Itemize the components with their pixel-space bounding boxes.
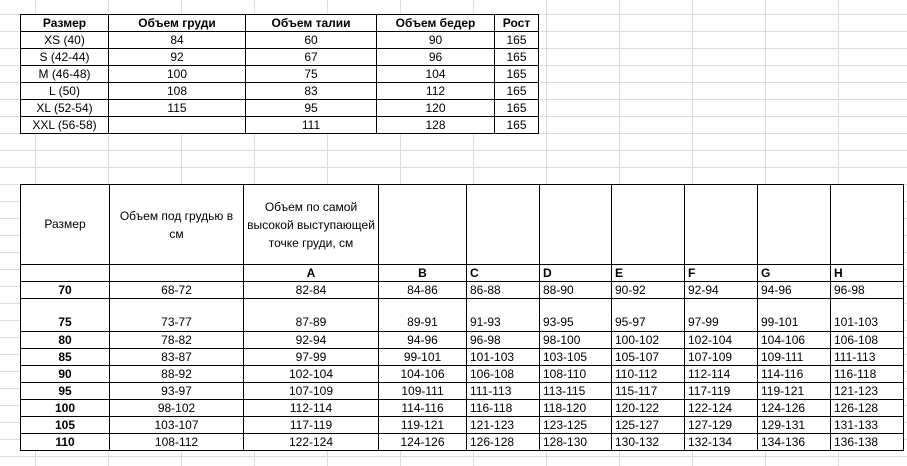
table-cell[interactable]: 165 <box>495 66 539 83</box>
bra-size-row <box>21 383 904 400</box>
size-chart-row <box>21 32 539 49</box>
cup-range-cell[interactable]: 119-121 <box>379 417 467 434</box>
table-cell[interactable]: XL (52-54) <box>21 100 109 117</box>
cup-range-cell[interactable]: 95-97 <box>612 299 685 332</box>
cup-range-cell[interactable]: 117-119 <box>685 383 758 400</box>
cup-range-cell[interactable]: 98-100 <box>540 332 612 349</box>
empty-cell[interactable] <box>831 185 904 265</box>
band-size-cell[interactable]: 110 <box>21 434 110 451</box>
size-chart-row <box>21 100 539 117</box>
underbust-cell[interactable]: 88-92 <box>110 366 244 383</box>
table-cell[interactable]: 112 <box>377 83 495 100</box>
band-size-cell[interactable]: 90 <box>21 366 110 383</box>
table-cell[interactable]: 84 <box>109 32 246 49</box>
cup-range-cell[interactable]: 107-109 <box>685 349 758 366</box>
cup-range-cell[interactable]: 94-96 <box>379 332 467 349</box>
cup-g-label[interactable]: G <box>758 265 831 282</box>
table-cell[interactable] <box>109 117 246 134</box>
cup-range-cell[interactable]: 91-93 <box>467 299 540 332</box>
table-cell[interactable]: 90 <box>377 32 495 49</box>
cup-range-cell[interactable]: 97-99 <box>244 349 379 366</box>
table-cell[interactable]: XXL (56-58) <box>21 117 109 134</box>
cup-range-cell[interactable]: 121-123 <box>831 383 904 400</box>
table-cell[interactable]: L (50) <box>21 83 109 100</box>
band-size-cell[interactable]: 70 <box>21 282 110 299</box>
cup-range-cell[interactable]: 132-134 <box>685 434 758 451</box>
empty-cell[interactable] <box>21 265 110 282</box>
header-underbust[interactable]: Объем под грудью в см <box>110 185 244 265</box>
table-cell[interactable]: 108 <box>109 83 246 100</box>
cup-range-cell[interactable]: 82-84 <box>244 282 379 299</box>
bra-size-row <box>21 434 904 451</box>
table-cell[interactable]: 165 <box>495 83 539 100</box>
cup-range-cell[interactable]: 117-119 <box>244 417 379 434</box>
empty-cell[interactable] <box>379 185 467 265</box>
cup-range-cell[interactable]: 127-129 <box>685 417 758 434</box>
bra-size-row <box>21 400 904 417</box>
table-cell[interactable]: 115 <box>109 100 246 117</box>
cup-range-cell[interactable]: 115-117 <box>612 383 685 400</box>
empty-cell[interactable] <box>467 185 540 265</box>
bra-size-row <box>21 417 904 434</box>
cup-range-cell[interactable]: 102-104 <box>685 332 758 349</box>
cup-range-cell[interactable]: 112-114 <box>244 400 379 417</box>
cup-range-cell[interactable]: 106-108 <box>467 366 540 383</box>
size-chart-row <box>21 83 539 100</box>
cup-range-cell[interactable]: 84-86 <box>379 282 467 299</box>
cup-range-cell[interactable]: 109-111 <box>379 383 467 400</box>
bra-size-row <box>21 282 904 299</box>
cup-range-cell[interactable]: 130-132 <box>612 434 685 451</box>
cup-range-cell[interactable]: 124-126 <box>379 434 467 451</box>
table-cell[interactable]: 67 <box>246 49 377 66</box>
cup-h-label[interactable]: H <box>831 265 904 282</box>
cup-range-cell[interactable]: 123-125 <box>540 417 612 434</box>
cup-range-cell[interactable]: 110-112 <box>612 366 685 383</box>
cup-range-cell[interactable]: 128-130 <box>540 434 612 451</box>
cup-range-cell[interactable]: 124-126 <box>758 400 831 417</box>
size-chart-row <box>21 117 539 134</box>
cup-range-cell[interactable]: 103-105 <box>540 349 612 366</box>
band-size-cell[interactable]: 105 <box>21 417 110 434</box>
cup-range-cell[interactable]: 104-106 <box>758 332 831 349</box>
header-cell[interactable]: Рост <box>495 15 539 32</box>
cup-e-label[interactable]: E <box>612 265 685 282</box>
header-cell[interactable]: Объем бедер <box>377 15 495 32</box>
cup-range-cell[interactable]: 90-92 <box>612 282 685 299</box>
underbust-cell[interactable]: 103-107 <box>110 417 244 434</box>
cup-range-cell[interactable]: 118-120 <box>540 400 612 417</box>
cup-c-label[interactable]: C <box>467 265 540 282</box>
empty-cell[interactable] <box>612 185 685 265</box>
cup-range-cell[interactable]: 122-124 <box>244 434 379 451</box>
empty-cell[interactable] <box>685 185 758 265</box>
cup-range-cell[interactable]: 126-128 <box>831 400 904 417</box>
cup-range-cell[interactable]: 111-113 <box>467 383 540 400</box>
bra-size-row <box>21 349 904 366</box>
size-chart-header-row <box>21 15 539 32</box>
table-cell[interactable]: 60 <box>246 32 377 49</box>
band-size-cell[interactable]: 75 <box>21 299 110 332</box>
cup-range-cell[interactable]: 105-107 <box>612 349 685 366</box>
cup-range-cell[interactable]: 92-94 <box>685 282 758 299</box>
cup-range-cell[interactable]: 102-104 <box>244 366 379 383</box>
underbust-cell[interactable]: 78-82 <box>110 332 244 349</box>
cup-range-cell[interactable]: 116-118 <box>831 366 904 383</box>
table-cell[interactable]: 104 <box>377 66 495 83</box>
cup-range-cell[interactable]: 120-122 <box>612 400 685 417</box>
table-cell[interactable]: 83 <box>246 83 377 100</box>
underbust-cell[interactable]: 93-97 <box>110 383 244 400</box>
underbust-cell[interactable]: 83-87 <box>110 349 244 366</box>
cup-range-cell[interactable]: 121-123 <box>467 417 540 434</box>
cup-range-cell[interactable]: 134-136 <box>758 434 831 451</box>
cup-range-cell[interactable]: 126-128 <box>467 434 540 451</box>
table-cell[interactable]: 120 <box>377 100 495 117</box>
cup-range-cell[interactable]: 99-101 <box>758 299 831 332</box>
cup-range-cell[interactable]: 131-133 <box>831 417 904 434</box>
cup-range-cell[interactable]: 113-115 <box>540 383 612 400</box>
table-cell[interactable]: S (42-44) <box>21 49 109 66</box>
cup-range-cell[interactable]: 114-116 <box>758 366 831 383</box>
cup-range-cell[interactable]: 122-124 <box>685 400 758 417</box>
table-cell[interactable]: 95 <box>246 100 377 117</box>
bra-size-table <box>20 184 904 451</box>
table-cell[interactable]: M (46-48) <box>21 66 109 83</box>
header-size[interactable]: Размер <box>21 185 110 265</box>
cup-range-cell[interactable]: 99-101 <box>379 349 467 366</box>
table-cell[interactable]: XS (40) <box>21 32 109 49</box>
cup-range-cell[interactable]: 89-91 <box>379 299 467 332</box>
cup-range-cell[interactable]: 116-118 <box>467 400 540 417</box>
table-cell[interactable]: 111 <box>246 117 377 134</box>
cup-range-cell[interactable]: 94-96 <box>758 282 831 299</box>
table-cell[interactable]: 165 <box>495 32 539 49</box>
cup-range-cell[interactable]: 96-98 <box>467 332 540 349</box>
header-bust[interactable]: Объем по самой высокой выступающей точке груди, см <box>244 185 379 265</box>
cup-range-cell[interactable]: 104-106 <box>379 366 467 383</box>
empty-cell[interactable] <box>540 185 612 265</box>
underbust-cell[interactable]: 108-112 <box>110 434 244 451</box>
band-size-cell[interactable]: 100 <box>21 400 110 417</box>
cup-header-row <box>21 265 904 282</box>
table-cell[interactable]: 165 <box>495 117 539 134</box>
underbust-cell[interactable]: 68-72 <box>110 282 244 299</box>
empty-cell[interactable] <box>758 185 831 265</box>
cup-range-cell[interactable]: 97-99 <box>685 299 758 332</box>
cup-a-label[interactable]: A <box>244 265 379 282</box>
table-cell[interactable]: 165 <box>495 49 539 66</box>
cup-range-cell[interactable]: 100-102 <box>612 332 685 349</box>
underbust-cell[interactable]: 98-102 <box>110 400 244 417</box>
cup-range-cell[interactable]: 108-110 <box>540 366 612 383</box>
cup-range-cell[interactable]: 101-103 <box>831 299 904 332</box>
cup-range-cell[interactable]: 129-131 <box>758 417 831 434</box>
cup-b-label[interactable]: B <box>379 265 467 282</box>
size-chart-table <box>20 14 539 134</box>
table-cell[interactable]: 75 <box>246 66 377 83</box>
header-cell[interactable]: Объем талии <box>246 15 377 32</box>
bra-size-row <box>21 299 904 332</box>
cup-range-cell[interactable]: 112-114 <box>685 366 758 383</box>
cup-range-cell[interactable]: 92-94 <box>244 332 379 349</box>
cup-d-label[interactable]: D <box>540 265 612 282</box>
band-size-cell[interactable]: 95 <box>21 383 110 400</box>
band-size-cell[interactable]: 80 <box>21 332 110 349</box>
cup-range-cell[interactable]: 136-138 <box>831 434 904 451</box>
cup-range-cell[interactable]: 86-88 <box>467 282 540 299</box>
cup-f-label[interactable]: F <box>685 265 758 282</box>
table-cell[interactable]: 92 <box>109 49 246 66</box>
cup-range-cell[interactable]: 87-89 <box>244 299 379 332</box>
table-cell[interactable]: 100 <box>109 66 246 83</box>
cup-range-cell[interactable]: 107-109 <box>244 383 379 400</box>
cup-range-cell[interactable]: 88-90 <box>540 282 612 299</box>
cup-range-cell[interactable]: 101-103 <box>467 349 540 366</box>
table-cell[interactable]: 96 <box>377 49 495 66</box>
cup-range-cell[interactable]: 106-108 <box>831 332 904 349</box>
cup-range-cell[interactable]: 96-98 <box>831 282 904 299</box>
bra-size-row <box>21 332 904 349</box>
empty-cell[interactable] <box>110 265 244 282</box>
band-size-cell[interactable]: 85 <box>21 349 110 366</box>
table-cell[interactable]: 128 <box>377 117 495 134</box>
bra-size-row <box>21 366 904 383</box>
header-cell[interactable]: Размер <box>21 15 109 32</box>
table-cell[interactable]: 165 <box>495 100 539 117</box>
cup-range-cell[interactable]: 114-116 <box>379 400 467 417</box>
cup-range-cell[interactable]: 111-113 <box>831 349 904 366</box>
underbust-cell[interactable]: 73-77 <box>110 299 244 332</box>
cup-range-cell[interactable]: 125-127 <box>612 417 685 434</box>
header-cell[interactable]: Объем груди <box>109 15 246 32</box>
size-chart-row <box>21 49 539 66</box>
cup-range-cell[interactable]: 119-121 <box>758 383 831 400</box>
cup-range-cell[interactable]: 93-95 <box>540 299 612 332</box>
bra-table-header-row <box>21 185 904 265</box>
size-chart-row <box>21 66 539 83</box>
cup-range-cell[interactable]: 109-111 <box>758 349 831 366</box>
